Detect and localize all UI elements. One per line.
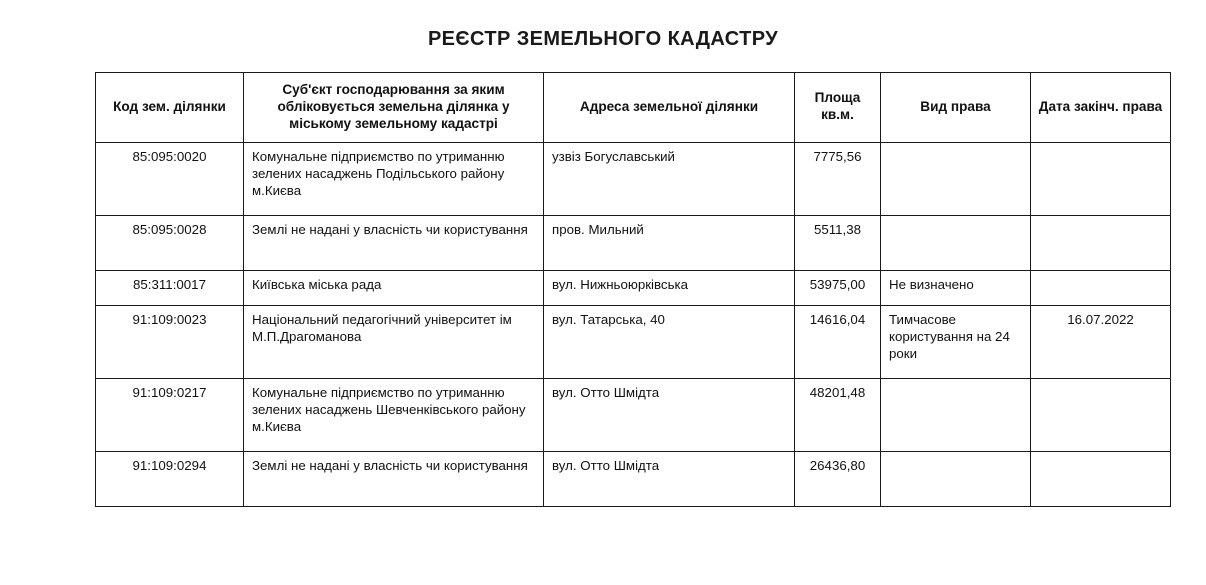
- cell-subject: Національний педагогічний університет ім М.П.Драгоманова: [244, 305, 544, 378]
- column-header-code: Код зем. ділянки: [96, 73, 244, 143]
- cell-area: 5511,38: [795, 215, 881, 270]
- cell-address: узвіз Богуславський: [544, 142, 795, 215]
- cell-end-date: [1031, 451, 1171, 506]
- cell-code: 91:109:0217: [96, 378, 244, 451]
- cell-right-type: [881, 215, 1031, 270]
- cell-address: пров. Мильний: [544, 215, 795, 270]
- table-row: [96, 270, 1171, 305]
- cell-subject: Комунальне підприємство по утриманню зелених насаджень Шевченківського району м.Києва: [244, 378, 544, 451]
- cell-code: 91:109:0023: [96, 305, 244, 378]
- column-header-right-type: Вид права: [881, 73, 1031, 143]
- cell-code: 85:311:0017: [96, 270, 244, 305]
- cell-code: 85:095:0028: [96, 215, 244, 270]
- table-row: [96, 378, 1171, 451]
- cell-area: 53975,00: [795, 270, 881, 305]
- cell-address: вул. Отто Шмідта: [544, 451, 795, 506]
- registry-table: [95, 72, 1171, 507]
- cell-subject: Землі не надані у власність чи користування: [244, 451, 544, 506]
- cell-right-type: [881, 378, 1031, 451]
- cell-end-date: 16.07.2022: [1031, 305, 1171, 378]
- registry-table-container: [95, 72, 1170, 507]
- cell-address: вул. Отто Шмідта: [544, 378, 795, 451]
- table-header: [96, 73, 1171, 143]
- column-header-address: Адреса земельної ділянки: [544, 73, 795, 143]
- cell-right-type: Не визначено: [881, 270, 1031, 305]
- cell-area: 14616,04: [795, 305, 881, 378]
- column-header-end-date: Дата закінч. права: [1031, 73, 1171, 143]
- cell-area: 26436,80: [795, 451, 881, 506]
- page-title: РЕЄСТР ЗЕМЕЛЬНОГО КАДАСТРУ: [427, 28, 779, 50]
- table-row: [96, 305, 1171, 378]
- cell-right-type: [881, 142, 1031, 215]
- cell-code: 91:109:0294: [96, 451, 244, 506]
- cell-end-date: [1031, 215, 1171, 270]
- cell-area: 7775,56: [795, 142, 881, 215]
- cell-subject: Київська міська рада: [244, 270, 544, 305]
- cell-subject: Землі не надані у власність чи користування: [244, 215, 544, 270]
- table-body: [96, 142, 1171, 506]
- cell-area: 48201,48: [795, 378, 881, 451]
- column-header-area: Площа кв.м.: [795, 73, 881, 143]
- cell-code: 85:095:0020: [96, 142, 244, 215]
- cell-end-date: [1031, 142, 1171, 215]
- cell-address: вул. Татарська, 40: [544, 305, 795, 378]
- table-row: [96, 215, 1171, 270]
- cell-right-type: Тимчасове користування на 24 роки: [881, 305, 1031, 378]
- cell-right-type: [881, 451, 1031, 506]
- cell-address: вул. Нижньоюрківська: [544, 270, 795, 305]
- cell-end-date: [1031, 378, 1171, 451]
- column-header-subject: Суб'єкт господарювання за яким обліковується земельна ділянка у міському земельному кадастрі: [244, 73, 544, 143]
- table-row: [96, 142, 1171, 215]
- cell-subject: Комунальне підприємство по утриманню зелених насаджень Подільського району м.Києва: [244, 142, 544, 215]
- table-header-row: [96, 73, 1171, 143]
- cell-end-date: [1031, 270, 1171, 305]
- table-row: [96, 451, 1171, 506]
